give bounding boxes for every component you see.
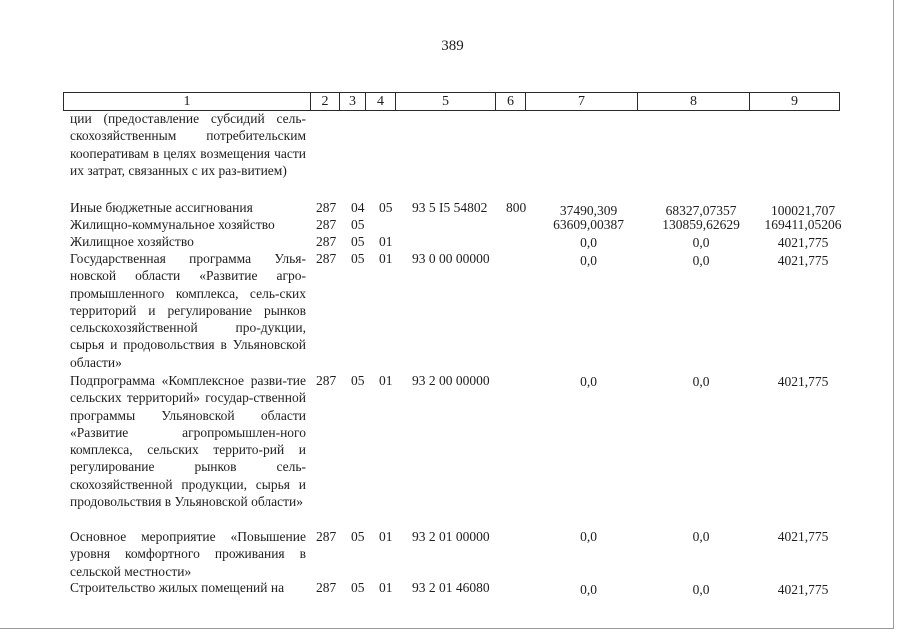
row-target-article: 93 0 00 00000 [412,251,490,266]
row-amount-col8: 0,0 [692,374,710,389]
row-subsection-code: 01 [379,373,393,388]
row-subsection-code: 01 [379,529,393,544]
column-number-header [63,92,840,111]
row-ministry-code: 287 [316,529,337,544]
row-target-article: 93 5 I5 54802 [412,200,488,215]
row-amount-col8: 0,0 [692,529,710,544]
row-description: Жилищное хозяйство [70,234,194,249]
row-amount-col7: 63609,00387 [553,217,624,232]
header-col-3: 3 [340,93,366,111]
row-amount-col7: 0,0 [580,235,597,250]
row-section-code: 04 [351,200,365,215]
row-amount-col9: 4021,775 [777,253,829,268]
page-number: 389 [441,38,464,54]
row-amount-col8: 0,0 [692,582,710,597]
row-amount-col9: 169411,05206 [764,217,842,232]
header-col-7: 7 [526,93,638,111]
row-target-article: 93 2 01 00000 [412,529,490,544]
row-description: Жилищно-коммунальное хозяйство [70,217,275,232]
row-amount-col7: 0,0 [580,253,597,268]
row-section-code: 05 [351,234,365,249]
row-expense-type: 800 [506,200,527,215]
row-amount-col8: 130859,62629 [662,217,740,232]
row-ministry-code: 287 [316,580,337,595]
row-ministry-code: 287 [316,373,337,388]
row-amount-col9: 4021,775 [777,235,829,250]
page-edge-bottom [0,628,894,629]
row-amount-col9: 4021,775 [777,529,829,544]
row-description: Подпрограмма «Комплексное разви-тие сельских территорий» государ-ственной программы Ульяновской области «Развитие агропромышлен-ного комплекса, сельских террито-рий и регулирование рынков сель-скохозяйственной продукции, сырья и продовольствия в Ульяновской области» [70,373,306,510]
header-col-9: 9 [750,93,840,111]
row-ministry-code: 287 [316,200,337,215]
row-section-code: 05 [351,580,365,595]
header-col-1: 1 [64,93,311,111]
row-ministry-code: 287 [316,234,337,249]
row-amount-col9: 4021,775 [777,374,829,389]
row-section-code: 05 [351,251,365,266]
row-description: Государственная программа Улья-новской области «Развитие агро-промышленного комплекса, сель-ских территорий и регулирование рынков сельскохозяйственной про-дукции, сырья и продовольствия в Ульяновской области» [70,251,306,370]
page-edge-right [893,0,894,628]
header-col-5: 5 [396,93,496,111]
header-col-2: 2 [311,93,340,111]
row-amount-col7: 0,0 [580,374,597,389]
row-target-article: 93 2 00 00000 [412,373,490,388]
row-amount-col7: 0,0 [580,582,597,597]
row-amount-col7: 0,0 [580,529,597,544]
row-section-code: 05 [351,217,365,232]
row-section-code: 05 [351,373,365,388]
row-subsection-code: 01 [379,251,393,266]
row-amount-col7: 37490,309 [559,203,618,218]
header-col-6: 6 [496,93,526,111]
row-ministry-code: 287 [316,217,337,232]
row-amount-col9: 4021,775 [777,582,829,597]
row-amount-col9: 100021,707 [770,203,836,218]
row-subsection-code: 01 [379,234,393,249]
row-subsection-code: 01 [379,580,393,595]
row-description: Строительство жилых помещений на [70,580,285,595]
row-amount-col8: 0,0 [692,253,710,268]
row-description: Основное мероприятие «Повышение уровня комфортного проживания в сельской местности» [70,529,306,579]
row-description: ции (предоставление субсидий сель-скохозяйственным потребительским кооперативам в целях возмещения части их затрат, связанных с их раз-витием) [70,111,306,178]
row-target-article: 93 2 01 46080 [412,580,490,595]
row-subsection-code: 05 [379,200,393,215]
row-description: Иные бюджетные ассигнования [70,200,253,215]
header-col-4: 4 [366,93,396,111]
row-amount-col8: 0,0 [692,235,710,250]
row-ministry-code: 287 [316,251,337,266]
row-section-code: 05 [351,529,365,544]
header-col-8: 8 [638,93,750,111]
row-amount-col8: 68327,07357 [665,203,737,218]
